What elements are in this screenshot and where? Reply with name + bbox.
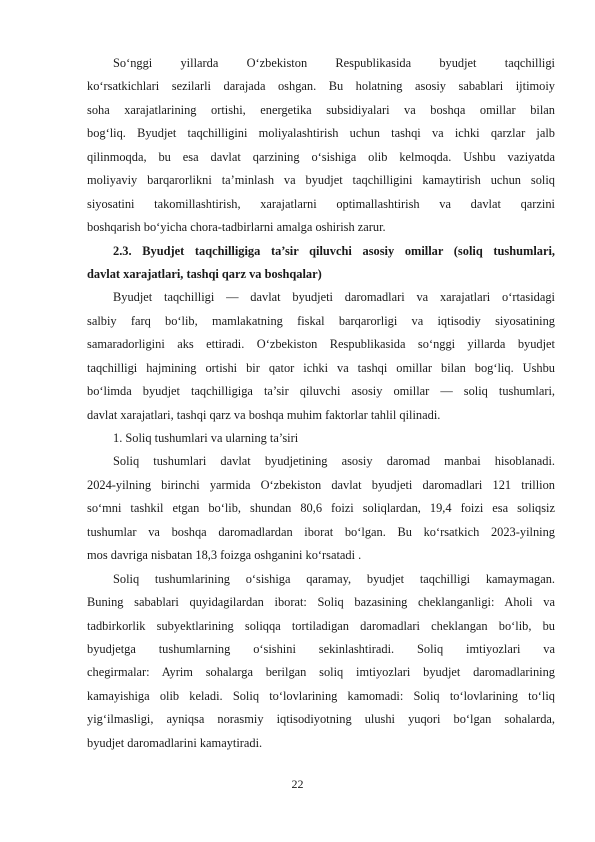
text-line: Buning sabablari quyidagilardan iborat: Soliq bazasining cheklanganligi: Aholi va [87, 595, 555, 610]
text-line: So‘nggi yillarda O‘zbekiston Respublikasida byudjet taqchilligi [113, 56, 555, 70]
text-line: Soliq tushumlari davlat byudjetining asosiy daromad manbai hisoblanadi. [113, 454, 555, 469]
paragraph-tax-revenue-figures [87, 450, 555, 567]
text-line: kamayishiga olib keladi. Soliq to‘lovlarining kamomadi: Soliq to‘lovlarining to‘liq [87, 688, 555, 703]
text-line: soha xarajatlarining ortishi, energetika subsidiyalari va boshqa omillar bilan [87, 102, 555, 117]
text-line: taqchilligi hajmining ortishi bir qator ichki va tashqi omillar bilan bog‘liq. Ushbu [87, 360, 555, 375]
page-content [87, 52, 555, 755]
text-line: tushumlar va boshqa daromadlardan iborat bo‘lgan. Bu ko‘rsatkich 2023-yilning [87, 524, 555, 539]
text-line: bo‘limda byudjet taqchilligiga ta’sir qiluvchi asosiy omillar — soliq tushumlari, [87, 384, 555, 399]
text-line: chegirmalar: Ayrim sohalarga berilgan soliq imtiyozlari byudjet daromadlarining [87, 665, 555, 680]
text-line: tadbirkorlik subyektlarining soliqqa tortiladigan daromadlari cheklangan bo‘lib, bu [87, 618, 555, 633]
text-line: Byudjet taqchilligi — davlat byudjeti daromadlari va xarajatlari o‘rtasidagi [113, 290, 555, 305]
section-heading [87, 240, 555, 287]
text-line: 2024-yilning birinchi yarmida O‘zbekiston davlat byudjeti daromadlari 121 trillion [87, 477, 555, 492]
heading-line: 2.3. Byudjet taqchilligiga ta’sir qiluvchi asosiy omillar (soliq tushumlari, [113, 243, 555, 258]
paragraph-deficit-reasons [87, 568, 555, 756]
text-line: siyosatini takomillashtirish, xarajatlarni optimallashtirish va davlat qarzini [87, 196, 555, 211]
text-line: byudjet daromadlarini kamaytiradi. [87, 735, 263, 750]
text-line: Soliq tushumlarining o‘sishiga qaramay, byudjet taqchilligi kamaymagan. [113, 571, 555, 586]
text-line: mos davriga nisbatan 18,3 foizga oshganini ko‘rsatadi . [87, 548, 362, 563]
text-line: davlat xarajatlari, tashqi qarz va boshqa muhim faktorlar tahlil qilinadi. [87, 407, 441, 422]
page-number: 22 [291, 777, 304, 791]
text-line: so‘mni tashkil etgan bo‘lib, shundan 80,6 foizi soliqlardan, 19,4 foizi esa soliqsiz [87, 501, 555, 516]
text-line: yig‘ilmasligi, ayniqsa norasmiy iqtisodiyotning ulushi yuqori bo‘lgan sohalarda, [87, 712, 555, 727]
subheading-tax-revenues: 1. Soliq tushumlari va ularning ta’siri [113, 431, 299, 445]
text-line: moliyaviy barqarorlikni ta’minlash va byudjet taqchilligini kamaytirish uchun soliq [87, 173, 555, 188]
paragraph-deficit-definition [87, 286, 555, 427]
heading-line: davlat xarajatlari, tashqi qarz va boshqalar) [87, 266, 322, 281]
text-line: qilinmoqda, bu esa davlat qarzining o‘sishiga olib kelmoqda. Ushbu vaziyatda [87, 149, 555, 164]
text-line: bog‘liq. Byudjet taqchilligini moliyalashtirish uchun tashqi va ichki qarzlar jalb [87, 126, 555, 141]
text-line: salbiy farq bo‘lib, mamlakatning fiskal barqarorligi va iqtisodiy siyosatining [87, 313, 555, 328]
text-line: samaradorligini aks ettiradi. O‘zbekiston Respublikasida so‘nggi yillarda byudjet [87, 337, 555, 352]
text-line: boshqarish bo‘yicha chora-tadbirlarni amalga oshirish zarur. [87, 220, 386, 235]
text-line: byudjetga tushumlarning o‘sishini sekinlashtiradi. Soliq imtiyozlari va [87, 641, 555, 656]
paragraph-budget-deficit-trend [87, 52, 555, 240]
text-line: ko‘rsatkichlari sezilarli darajada oshgan. Bu holatning asosiy sabablari ijtimoiy [87, 79, 555, 94]
